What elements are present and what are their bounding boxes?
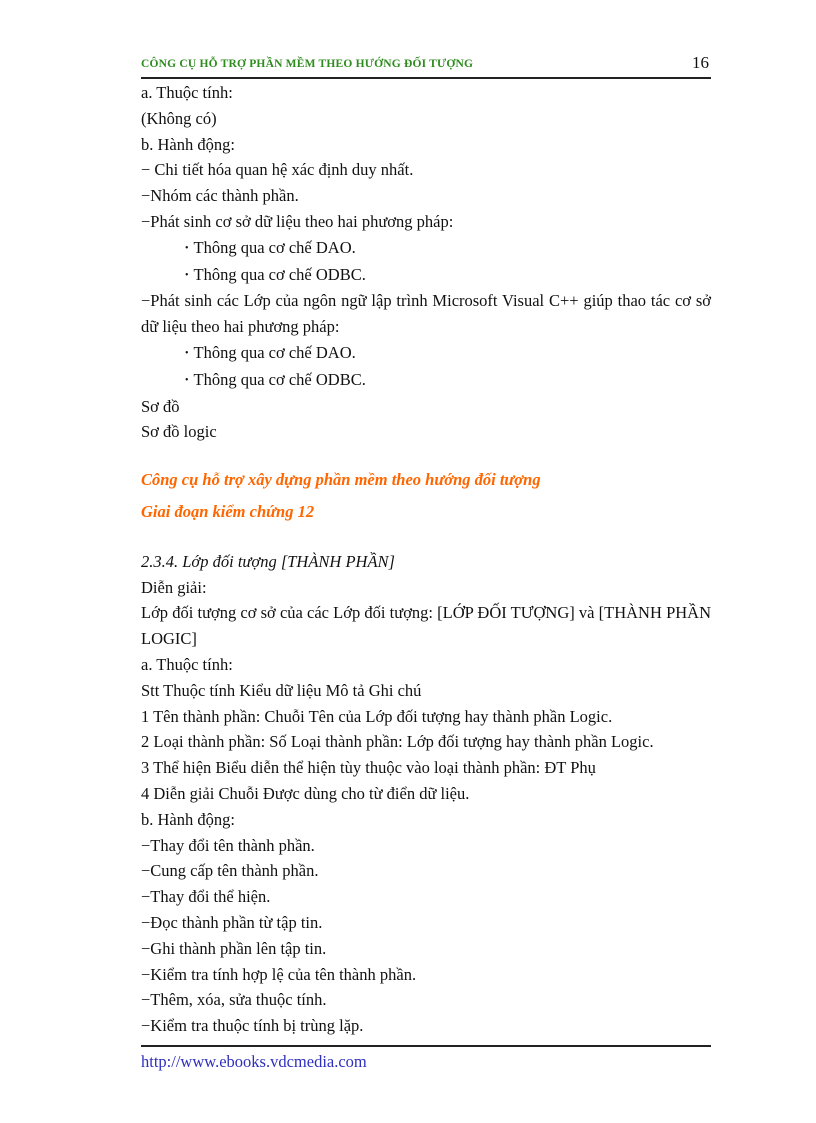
- diagram-label: Sơ đồ: [141, 396, 180, 416]
- sub-bullet: [141, 340, 711, 367]
- banner-title: Công cụ hỗ trợ xây dựng phần mềm theo hướng đối tượng: [141, 470, 541, 490]
- explain-label: Diễn giải:: [141, 577, 207, 597]
- list-item: −Kiểm tra tính hợp lệ của tên thành phần.: [141, 964, 417, 984]
- page-content: [141, 80, 711, 1039]
- sub-bullet: [141, 262, 711, 289]
- bullet-icon: •: [185, 374, 189, 386]
- action-item: −Phát sinh các Lớp của ngôn ngữ lập trình Microsoft Visual C++ giúp thao tác cơ sở dữ liệu theo hai phương pháp:: [141, 291, 711, 337]
- list-item: −Kiểm tra thuộc tính bị trùng lặp.: [141, 1016, 364, 1036]
- header-title: CÔNG CỤ HỖ TRỢ PHẦN MỀM THEO HƯỚNG ĐỐI TƯỢNG: [141, 58, 474, 70]
- sub-bullet-text: Thông qua cơ chế DAO.: [193, 237, 356, 257]
- list-item: −Thay đổi tên thành phần.: [141, 835, 315, 855]
- bullet-icon: •: [185, 347, 189, 359]
- table-row: 4 Diễn giải Chuỗi Được dùng cho từ điển dữ liệu.: [141, 783, 470, 803]
- footer-divider: [141, 1045, 711, 1047]
- bullet-icon: •: [185, 269, 189, 281]
- page-header: [141, 55, 711, 79]
- footer-link[interactable]: http://www.ebooks.vdcmedia.com: [141, 1052, 367, 1071]
- sub-bullet-text: Thông qua cơ chế ODBC.: [193, 264, 366, 284]
- sub-bullet: [141, 235, 711, 262]
- sub-bullet-text: Thông qua cơ chế DAO.: [193, 342, 356, 362]
- table-row: 3 Thể hiện Biểu diễn thể hiện tùy thuộc vào loại thành phần: ĐT Phụ: [141, 758, 596, 778]
- sub-bullet: [141, 367, 711, 394]
- page-number: 16: [692, 53, 709, 72]
- section-heading: 2.3.4. Lớp đối tượng [THÀNH PHẦN]: [141, 551, 395, 571]
- list-item: −Đọc thành phần từ tập tin.: [141, 912, 323, 932]
- explain-text: Lớp đối tượng cơ sở của các Lớp đối tượng: [LỚP ĐỐI TƯỢNG] và [THÀNH PHẦN LOGIC]: [141, 603, 711, 649]
- table-row: 1 Tên thành phần: Chuỗi Tên của Lớp đối tượng hay thành phần Logic.: [141, 706, 613, 726]
- sub-bullet-text: Thông qua cơ chế ODBC.: [193, 369, 366, 389]
- spacer: [141, 525, 711, 545]
- list-item: −Ghi thành phần lên tập tin.: [141, 938, 327, 958]
- table-header: Stt Thuộc tính Kiểu dữ liệu Mô tả Ghi chú: [141, 680, 422, 700]
- list-item: −Thay đổi thể hiện.: [141, 887, 271, 907]
- diagram-logic-label: Sơ đồ logic: [141, 422, 217, 442]
- attributes-heading: a. Thuộc tính:: [141, 83, 233, 102]
- attributes-none: (Không có): [141, 108, 217, 128]
- action-item: −Nhóm các thành phần.: [141, 186, 299, 206]
- banner-subtitle: Giai đoạn kiểm chứng 12: [141, 501, 315, 521]
- actions-heading: b. Hành động:: [141, 134, 235, 154]
- spacer: [141, 445, 711, 467]
- list-item: −Cung cấp tên thành phần.: [141, 861, 319, 881]
- table-row: 2 Loại thành phần: Số Loại thành phần: Lớp đối tượng hay thành phần Logic.: [141, 732, 654, 752]
- section-attributes-heading: a. Thuộc tính:: [141, 654, 233, 674]
- action-item: − Chi tiết hóa quan hệ xác định duy nhất.: [141, 160, 414, 180]
- action-item: −Phát sinh cơ sở dữ liệu theo hai phương pháp:: [141, 211, 454, 231]
- list-item: −Thêm, xóa, sửa thuộc tính.: [141, 990, 327, 1010]
- bullet-icon: •: [185, 242, 189, 254]
- section-actions-heading: b. Hành động:: [141, 809, 235, 829]
